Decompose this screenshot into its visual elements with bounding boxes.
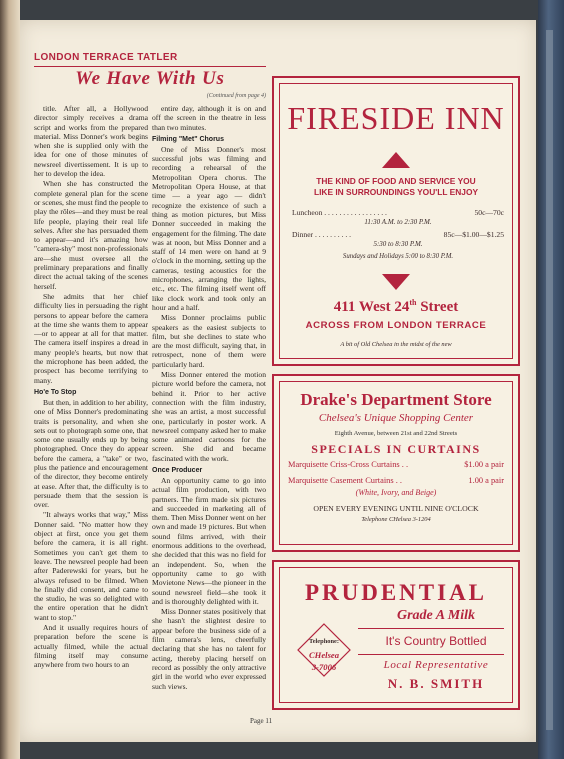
item-name: Marquisette Criss-Cross Curtains . . — [288, 460, 409, 469]
prudential-title: PRUDENTIAL — [304, 580, 488, 605]
fireside-inn-ad — [272, 76, 520, 366]
drakes-title: Drake's Department Store — [300, 390, 492, 409]
prudential-representative: Local Representative — [383, 659, 489, 671]
article-paragraph: Miss Donner entered the motion picture world before the camera, not behind it. Prior to her active connection with the film industry, she was an artist, a most successful one, particularly in poster work. A newsreel company asked her to make some animated cartoons for the screen. She did and became fascinated with the work. — [152, 370, 266, 463]
drakes-telephone: Telephone CHelsea 3-1204 — [361, 516, 431, 523]
item-price: 1.00 a pair — [468, 476, 504, 485]
article-column-1 — [34, 104, 148, 724]
article-headline: We Have With Us — [75, 68, 225, 89]
section-subhead: Filming "Met" Chorus — [152, 135, 224, 143]
fireside-across: ACROSS FROM LONDON TERRACE — [305, 320, 487, 331]
section-subhead: Once Producer — [152, 466, 203, 474]
luncheon-row — [292, 208, 504, 218]
address-street: Street — [416, 299, 459, 315]
article-column-2 — [152, 104, 266, 724]
prudential-number: 3-7006 — [311, 662, 337, 672]
fireside-slogan: A bit of Old Chelsea in the midst of the new — [340, 341, 452, 348]
dinner-time: 5:30 to 8:30 P.M. — [373, 239, 423, 248]
section-subhead: Ho'e To Stop — [34, 388, 77, 396]
magazine-page — [20, 20, 536, 742]
address-ordinal: th — [409, 298, 417, 307]
drakes-hours: OPEN EVERY EVENING UNTIL NINE O'CLOCK — [313, 504, 479, 513]
header-rule — [34, 66, 266, 67]
article-paragraph: She admits that her chief difficulty lies in persuading the right persons to appear before the camera at the time she wants them to appear—or to appear at all for that matter. The camera itself inspires a dread in many people's hearts, but now that the microphone has been added, the prospect has become terrifying to many. — [34, 291, 148, 385]
curtain-item-2 — [288, 476, 504, 485]
article-paragraph: An opportunity came to go into actual film production, with two partners. The firm made six pictures and succeeded in marketing all of them. Then Miss Donner went on her own and made 19 pictures. But when sound films arrived, with their enormous additions to the overhead, she decided that this was no field for an independent. So, when the opportunity came to go with Movietone News—the pioneer in the sound newsreel field—she took it and is thoroughly delighted with it. — [152, 475, 266, 606]
article-paragraph: Miss Donner states positively that she hasn't the slightest desire to appear before the business side of a film camera's lens, cheerfully declaring that she has no talent for acting, thereby placing herself on record as possibly the only attractive girl in the world who ever expressed such views. — [152, 607, 266, 691]
continued-note: (Continued from page 4) — [206, 93, 266, 99]
prudential-grade: Grade A Milk — [396, 608, 476, 623]
address-number: 411 West 24 — [333, 299, 410, 315]
fireside-title: FIRESIDE INN — [287, 100, 505, 136]
item-price: $1.00 a pair — [464, 460, 504, 469]
fireside-address — [274, 298, 518, 316]
prudential-exchange: CHelsea — [308, 650, 340, 660]
triangle-up-icon — [382, 152, 410, 168]
fireside-tagline — [284, 176, 508, 198]
binder-spine — [538, 0, 564, 759]
article-paragraph: "It always works that way," Miss Donner said. "No matter how they object at first, once you get them before the camera, it is all right. Sometimes you can't get them to leave. The newsreel people had been after Paderewski for years, but he always refused to be filmed. When he finally did consent, and came to the studio, he was so delighted with the entire operation that he didn't want to stop." — [34, 510, 148, 622]
prudential-rule — [358, 654, 504, 655]
article-paragraph: Miss Donner proclaims public speakers as the easiest subjects to film, but she declines to state who are the most difficult, saying that, in retrospect, none of them were particularly hard. — [152, 313, 266, 369]
article-paragraph: When she has constructed the complete general plan for the scene or scenes, she must find the people to play the rôles—and they must be real life people, playing their real life selves. After she has persuaded them to appear—and it's amazing how "camera-shy" most non-professionals are—she must oversee all the preliminary preparations and finally direct the actual taking of the scenes herself. — [34, 179, 148, 291]
article-paragraph: One of Miss Donner's most successful jobs was filming and recording a rehearsal of the Metropolitan Opera chorus. The Metropolitan Opera House, at that time — a year ago — didn't recognize the existence of such a thing as motion pictures, but Miss Donner succeeded in making the engagement for the filming. The date was at noon, but Miss Donner and a staff of 14 men were on hand at 9 o'clock in the morning, setting up the cameras, testing acoustics for the microphones, arranging the lights, etc., etc. The filming itself went off like clock work and took only an hour and a half. — [152, 144, 266, 312]
article-paragraph: title. After all, a Hollywood director simply receives a drama script and works from the prepared material. Miss Donner's work begins when she is supplied only with the idea for one of those minutes of newsreel divertissement. It is up to her to develop the idea. — [34, 104, 148, 179]
luncheon-price: 50c—70c — [474, 208, 504, 217]
luncheon-label: Luncheon . . . . . . . . . . . . . . . . . — [292, 208, 387, 217]
curtain-item-1 — [288, 460, 504, 469]
dinner-label: Dinner . . . . . . . . . . — [292, 230, 352, 240]
drakes-specials: SPECIALS IN CURTAINS — [311, 442, 481, 456]
left-page-edge — [0, 0, 20, 759]
prudential-bottled: It's Country Bottled — [385, 634, 487, 648]
drakes-ad — [272, 374, 520, 552]
article-paragraph: entire day, although it is on and off the screen in the theatre in less than two minutes. — [152, 104, 266, 132]
tagline-line-2: LIKE IN SURROUNDINGS YOU'LL ENJOY — [313, 187, 479, 197]
item-name: Marquisette Casement Curtains . . — [288, 476, 402, 485]
tagline-line-1: THE KIND OF FOOD AND SERVICE YOU — [316, 176, 476, 186]
drakes-subtitle: Chelsea's Unique Shopping Center — [318, 412, 474, 424]
luncheon-time: 11:30 A.M. to 2:30 P.M. — [364, 217, 432, 226]
running-head: LONDON TERRACE TATLER — [34, 52, 178, 63]
fireside-menu — [292, 208, 504, 262]
drakes-location: Eighth Avenue, between 21st and 22nd Streets — [334, 430, 458, 437]
binder-strip — [546, 30, 553, 730]
page-number: Page 11 — [250, 717, 273, 725]
curtain-colors: (White, Ivory, and Beige) — [355, 488, 437, 497]
dinner-row — [292, 230, 504, 240]
prudential-tel-label: Telephone: — [309, 638, 339, 645]
prudential-ad — [272, 560, 520, 710]
article-paragraph: But then, in addition to her ability, one of Miss Donner's predominating traits is personality, and when she sets out to photograph some one, that some one usually ends up by being photographed. Once they do appear before the camera, a "take" or two, plus the patience and encouragement of the director, they become entirely at ease. After that, the difficulty is to persuade them that the session is over. — [34, 397, 148, 510]
dinner-price: 85c—$1.00—$1.25 — [443, 230, 504, 240]
article-paragraph: And it usually requires hours of preparation before the scene is actually filmed, while the actual filming itself may consume anywhere from two hours to an — [34, 623, 148, 670]
prudential-rule — [358, 628, 504, 629]
prudential-name: N. B. SMITH — [387, 676, 485, 691]
sundays-hours: Sundays and Holidays 5:00 to 8:30 P.M. — [342, 253, 454, 261]
triangle-down-icon — [382, 274, 410, 290]
